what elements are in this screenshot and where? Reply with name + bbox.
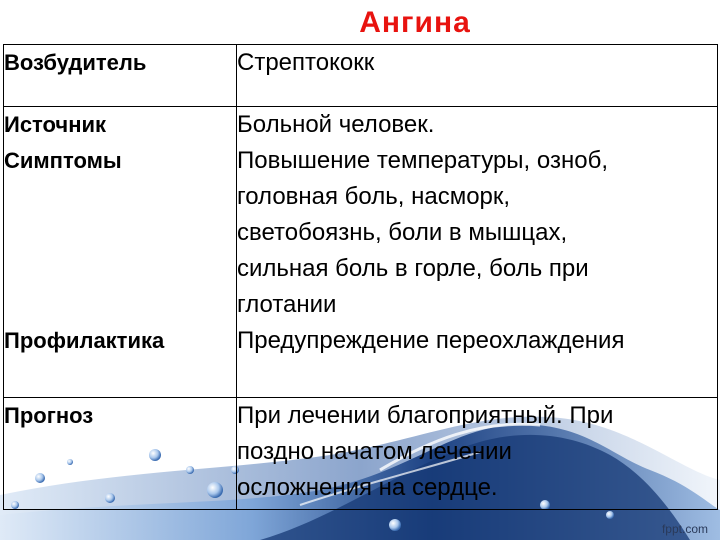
- table-row: [4, 45, 718, 107]
- row-value-line: Повышение температуры, озноб,: [237, 147, 608, 174]
- value-cell: [237, 45, 718, 107]
- row-value-line: Стрептококк: [237, 49, 375, 76]
- row-label: Источник: [4, 112, 107, 137]
- row-label: Возбудитель: [4, 50, 147, 75]
- row-label: Профилактика: [4, 328, 165, 353]
- label-cell: [4, 45, 237, 107]
- watermark: fppt.com: [661, 522, 708, 536]
- row-label: Прогноз: [4, 403, 94, 428]
- table-row: [4, 398, 718, 510]
- table-row: [4, 107, 718, 398]
- row-value-line: осложнения на сердце.: [237, 474, 498, 501]
- row-value-line: Предупреждение переохлаждения: [237, 327, 625, 354]
- row-value-line: При лечении благоприятный. При: [237, 402, 614, 429]
- row-value-line: светобоязнь, боли в мышцах,: [237, 219, 568, 246]
- row-value-line: поздно начатом лечении: [237, 438, 512, 465]
- row-value-line: глотании: [237, 291, 337, 318]
- row-value-line: сильная боль в горле, боль при: [237, 255, 589, 282]
- row-value-line: Больной человек.: [237, 111, 435, 138]
- label-cell: [4, 398, 237, 510]
- value-cell: [237, 398, 718, 510]
- spacer: [4, 179, 236, 323]
- row-label: Симптомы: [4, 148, 122, 173]
- label-cell: [4, 107, 237, 398]
- disease-info-table: [3, 44, 718, 510]
- row-value-line: головная боль, насморк,: [237, 183, 511, 210]
- value-cell: [237, 107, 718, 398]
- slide-title: Ангина: [359, 6, 471, 39]
